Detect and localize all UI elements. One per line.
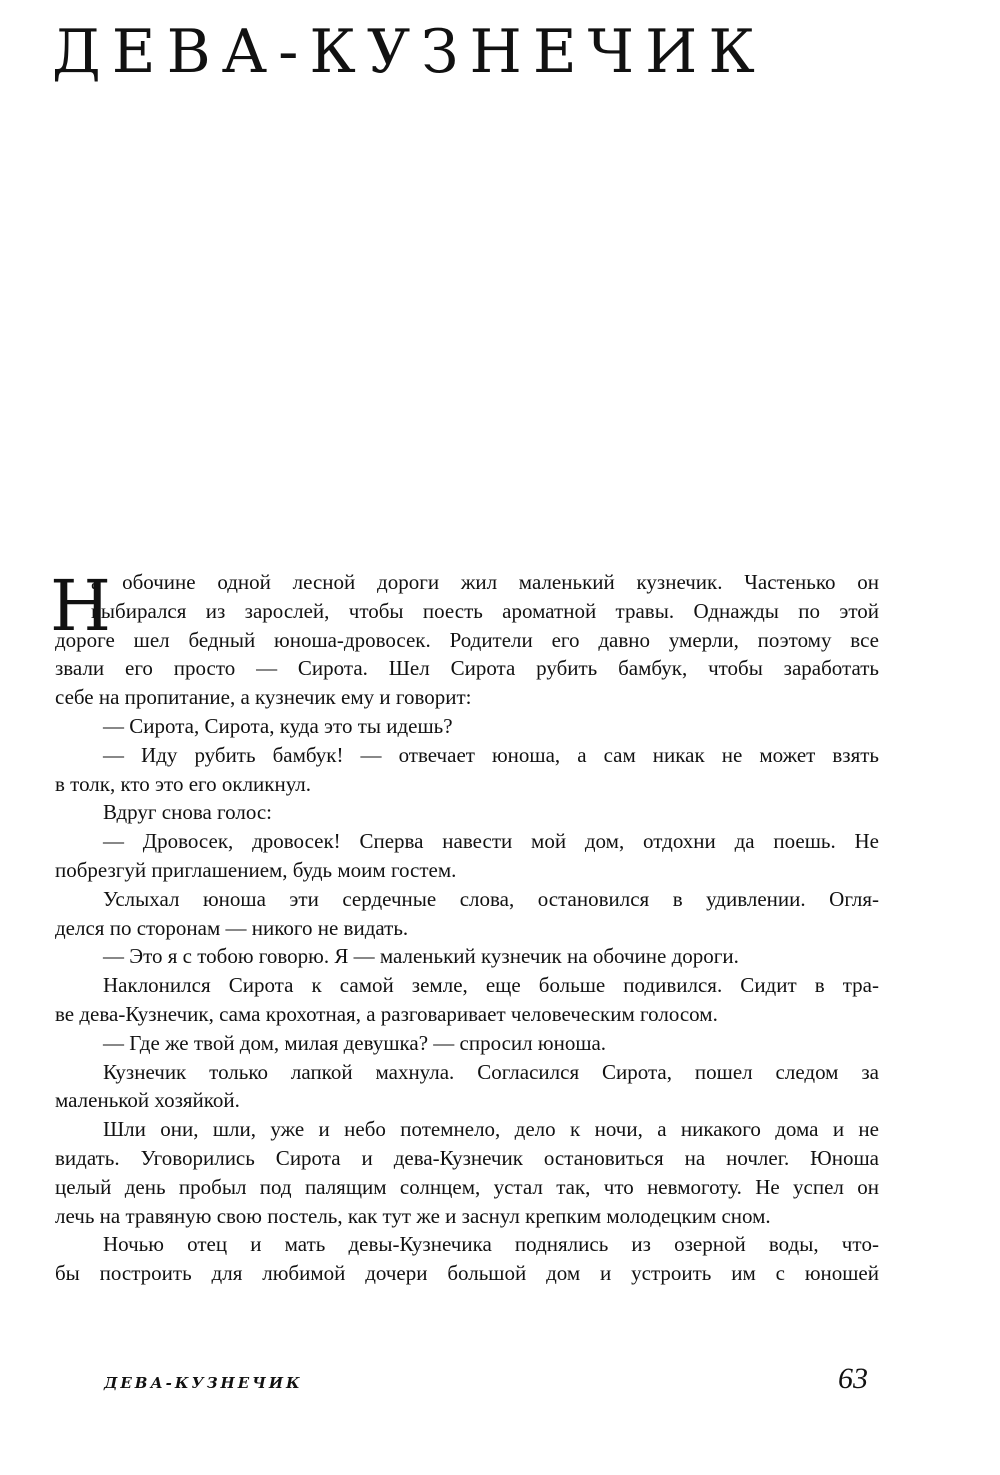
text-line: — Сирота, Сирота, куда это ты идешь? — [103, 713, 453, 738]
text-line: лечь на травяную свою постель, как тут же и заснул крепким молодецким сном. — [55, 1203, 771, 1228]
text-line: Кузнечик только лапкой махнула. Согласился Сирота, пошел следом за — [103, 1059, 879, 1084]
drop-cap: Н — [50, 565, 112, 647]
text-line: Вдруг снова голос: — [103, 800, 272, 825]
text-line: а обочине одной лесной дороги жил маленький кузнечик. Частенько он — [91, 570, 879, 594]
text-line: выбирался из зарослей, чтобы поесть ароматной травы. Однажды по этой — [91, 598, 879, 623]
running-title: ДЕВА-КУЗНЕЧИК — [104, 1374, 303, 1392]
text-line: ве дева-Кузнечик, сама крохотная, а разговаривает человеческим голосом. — [55, 1001, 718, 1026]
text-line: делся по сторонам — никого не видать. — [55, 915, 409, 940]
text-line: дороге шел бедный юноша-дровосек. Родители его давно умерли, поэтому все — [55, 627, 879, 652]
text-line: побрезгуй приглашением, будь моим гостем. — [55, 857, 457, 882]
page-number: 63 — [838, 1362, 868, 1395]
text-line: видать. Уговорились Сирота и дева-Кузнечик остановиться на ночлег. Юноша — [55, 1145, 879, 1170]
text-line: бы построить для любимой дочери большой дом и устроить им с юношей — [55, 1261, 879, 1286]
text-line: себе на пропитание, а кузнечик ему и говорит: — [55, 685, 472, 710]
story-text — [50, 565, 879, 1288]
text-line: звали его просто — Сирота. Шел Сирота рубить бамбук, чтобы заработать — [55, 656, 879, 681]
text-line: в толк, кто это его окликнул. — [55, 771, 312, 796]
page-title: ДЕВА-КУЗНЕЧИК — [52, 17, 766, 87]
text-line: — Иду рубить бамбук! — отвечает юноша, а сам никак не может взять — [103, 742, 879, 767]
text-line: — Дровосек, дровосек! Сперва навести мой дом, отдохни да поешь. Не — [103, 829, 879, 854]
text-line: Ночью отец и мать девы-Кузнечика поднялись из озерной воды, чтo- — [103, 1232, 879, 1257]
text-line: — Где же твой дом, милая девушка? — спросил юноша. — [103, 1030, 607, 1055]
text-line: Услыхал юноша эти сердечные слова, остановился в удивлении. Огля- — [103, 886, 879, 911]
text-line: — Это я с тобою говорю. Я — маленький кузнечик на обочине дороги. — [103, 944, 739, 969]
text-line: целый день пробыл под палящим солнцем, устал так, что невмоготу. Не успел он — [55, 1174, 879, 1199]
text-line: Шли они, шли, уже и небо потемнело, дело к ночи, а никакого дома и не — [103, 1117, 879, 1142]
text-line: Наклонился Сирота к самой земле, еще больше подивился. Сидит в тра- — [103, 973, 879, 998]
text-line: маленькой хозяйкой. — [55, 1088, 240, 1113]
